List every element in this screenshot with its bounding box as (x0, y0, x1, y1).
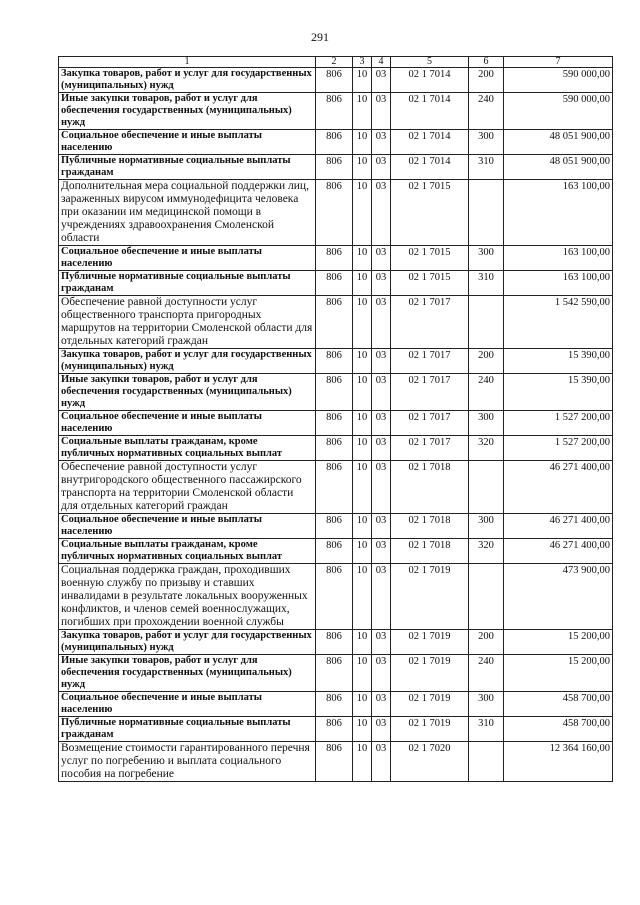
row-amount: 48 051 900,00 (504, 155, 613, 180)
row-amount: 46 271 400,00 (504, 514, 613, 539)
row-name: Обеспечение равной доступности услуг внутригородского общественного пассажирского транспорта на территории Смоленской области для отдельных категорий граждан (59, 461, 316, 514)
row-code-subsection: 03 (372, 296, 391, 349)
column-header: 4 (372, 57, 391, 68)
row-amount: 163 100,00 (504, 271, 613, 296)
row-code-expense-type (469, 180, 504, 246)
row-code-section: 10 (353, 349, 372, 374)
row-code-admin: 806 (316, 655, 353, 692)
row-amount: 1 527 200,00 (504, 436, 613, 461)
table-row (59, 68, 613, 93)
row-amount: 590 000,00 (504, 68, 613, 93)
row-code-admin: 806 (316, 717, 353, 742)
row-code-expense-type: 200 (469, 68, 504, 93)
row-code-target: 02 1 7015 (391, 271, 469, 296)
row-code-section: 10 (353, 514, 372, 539)
row-amount: 12 364 160,00 (504, 742, 613, 782)
row-code-expense-type: 320 (469, 539, 504, 564)
row-code-subsection: 03 (372, 630, 391, 655)
row-amount: 458 700,00 (504, 717, 613, 742)
row-name: Иные закупки товаров, работ и услуг для обеспечения государственных (муниципальных) нужд (59, 655, 316, 692)
row-code-subsection: 03 (372, 514, 391, 539)
row-code-subsection: 03 (372, 271, 391, 296)
table-row (59, 461, 613, 514)
row-code-subsection: 03 (372, 539, 391, 564)
table-header-row (59, 57, 613, 68)
row-name: Закупка товаров, работ и услуг для государственных (муниципальных) нужд (59, 68, 316, 93)
row-code-target: 02 1 7018 (391, 461, 469, 514)
row-code-section: 10 (353, 411, 372, 436)
row-code-section: 10 (353, 742, 372, 782)
row-code-admin: 806 (316, 461, 353, 514)
row-amount: 590 000,00 (504, 93, 613, 130)
row-code-target: 02 1 7019 (391, 564, 469, 630)
row-code-section: 10 (353, 155, 372, 180)
row-code-target: 02 1 7019 (391, 655, 469, 692)
row-code-subsection: 03 (372, 692, 391, 717)
row-code-admin: 806 (316, 155, 353, 180)
row-code-section: 10 (353, 461, 372, 514)
table-row (59, 564, 613, 630)
row-amount: 15 390,00 (504, 349, 613, 374)
row-code-admin: 806 (316, 630, 353, 655)
row-name: Социальное обеспечение и иные выплаты населению (59, 692, 316, 717)
row-code-expense-type: 310 (469, 271, 504, 296)
row-code-admin: 806 (316, 374, 353, 411)
row-code-admin: 806 (316, 742, 353, 782)
row-code-target: 02 1 7017 (391, 436, 469, 461)
table-row (59, 411, 613, 436)
row-code-admin: 806 (316, 180, 353, 246)
row-code-expense-type: 320 (469, 436, 504, 461)
row-code-section: 10 (353, 296, 372, 349)
row-name: Социальные выплаты гражданам, кроме публичных нормативных социальных выплат (59, 539, 316, 564)
table-row (59, 349, 613, 374)
row-code-target: 02 1 7018 (391, 514, 469, 539)
row-code-admin: 806 (316, 514, 353, 539)
row-code-target: 02 1 7020 (391, 742, 469, 782)
row-code-admin: 806 (316, 436, 353, 461)
row-code-subsection: 03 (372, 742, 391, 782)
row-name: Публичные нормативные социальные выплаты гражданам (59, 271, 316, 296)
row-name: Социальные выплаты гражданам, кроме публичных нормативных социальных выплат (59, 436, 316, 461)
row-code-target: 02 1 7014 (391, 130, 469, 155)
row-code-subsection: 03 (372, 564, 391, 630)
column-header: 5 (391, 57, 469, 68)
row-amount: 15 200,00 (504, 655, 613, 692)
row-code-expense-type: 300 (469, 411, 504, 436)
table-row (59, 514, 613, 539)
row-code-section: 10 (353, 539, 372, 564)
row-code-subsection: 03 (372, 655, 391, 692)
table-row (59, 296, 613, 349)
row-code-subsection: 03 (372, 68, 391, 93)
row-code-admin: 806 (316, 296, 353, 349)
table-row (59, 271, 613, 296)
row-code-section: 10 (353, 374, 372, 411)
row-code-expense-type (469, 564, 504, 630)
row-code-section: 10 (353, 630, 372, 655)
row-code-target: 02 1 7017 (391, 349, 469, 374)
row-code-expense-type: 300 (469, 692, 504, 717)
row-name: Социальное обеспечение и иные выплаты населению (59, 514, 316, 539)
row-code-section: 10 (353, 692, 372, 717)
row-code-target: 02 1 7018 (391, 539, 469, 564)
row-name: Иные закупки товаров, работ и услуг для обеспечения государственных (муниципальных) нужд (59, 93, 316, 130)
row-code-section: 10 (353, 655, 372, 692)
column-header: 7 (504, 57, 613, 68)
row-amount: 46 271 400,00 (504, 461, 613, 514)
row-code-target: 02 1 7017 (391, 374, 469, 411)
row-code-admin: 806 (316, 564, 353, 630)
row-name: Дополнительная мера социальной поддержки лиц, зараженных вирусом иммунодефицита человека при оказании им медицинской помощи в учреждениях здравоохранения Смоленской области (59, 180, 316, 246)
column-header: 2 (316, 57, 353, 68)
row-code-section: 10 (353, 271, 372, 296)
row-code-subsection: 03 (372, 374, 391, 411)
table-body (59, 68, 613, 782)
row-code-expense-type: 300 (469, 246, 504, 271)
row-code-admin: 806 (316, 411, 353, 436)
row-code-subsection: 03 (372, 130, 391, 155)
row-code-target: 02 1 7014 (391, 93, 469, 130)
row-amount: 473 900,00 (504, 564, 613, 630)
row-code-subsection: 03 (372, 155, 391, 180)
row-code-target: 02 1 7017 (391, 296, 469, 349)
row-code-subsection: 03 (372, 180, 391, 246)
row-code-target: 02 1 7015 (391, 180, 469, 246)
table-row (59, 742, 613, 782)
table-row (59, 93, 613, 130)
row-code-admin: 806 (316, 539, 353, 564)
row-code-expense-type: 200 (469, 349, 504, 374)
table-row (59, 436, 613, 461)
row-code-section: 10 (353, 180, 372, 246)
row-amount: 1 527 200,00 (504, 411, 613, 436)
column-header: 3 (353, 57, 372, 68)
table-row (59, 180, 613, 246)
row-amount: 15 390,00 (504, 374, 613, 411)
row-code-expense-type: 240 (469, 655, 504, 692)
row-code-target: 02 1 7017 (391, 411, 469, 436)
row-amount: 15 200,00 (504, 630, 613, 655)
row-code-admin: 806 (316, 93, 353, 130)
table-row (59, 655, 613, 692)
row-name: Публичные нормативные социальные выплаты гражданам (59, 717, 316, 742)
row-code-subsection: 03 (372, 717, 391, 742)
row-code-section: 10 (353, 68, 372, 93)
table-row (59, 539, 613, 564)
row-code-target: 02 1 7014 (391, 68, 469, 93)
row-name: Закупка товаров, работ и услуг для государственных (муниципальных) нужд (59, 349, 316, 374)
row-code-admin: 806 (316, 246, 353, 271)
row-code-subsection: 03 (372, 246, 391, 271)
row-amount: 46 271 400,00 (504, 539, 613, 564)
row-code-section: 10 (353, 130, 372, 155)
row-code-section: 10 (353, 564, 372, 630)
row-code-subsection: 03 (372, 461, 391, 514)
row-code-expense-type (469, 296, 504, 349)
row-amount: 458 700,00 (504, 692, 613, 717)
row-code-expense-type (469, 742, 504, 782)
row-amount: 163 100,00 (504, 246, 613, 271)
column-header: 6 (469, 57, 504, 68)
row-code-expense-type: 310 (469, 155, 504, 180)
table-row (59, 717, 613, 742)
row-name: Обеспечение равной доступности услуг общественного транспорта пригородных маршрутов на территории Смоленской области для отдельных категорий граждан (59, 296, 316, 349)
row-code-section: 10 (353, 246, 372, 271)
row-code-subsection: 03 (372, 349, 391, 374)
row-code-admin: 806 (316, 68, 353, 93)
row-code-target: 02 1 7019 (391, 630, 469, 655)
table-row (59, 630, 613, 655)
row-code-section: 10 (353, 436, 372, 461)
row-code-admin: 806 (316, 271, 353, 296)
table-row (59, 155, 613, 180)
row-code-section: 10 (353, 717, 372, 742)
row-code-expense-type (469, 461, 504, 514)
row-code-expense-type: 240 (469, 93, 504, 130)
row-code-subsection: 03 (372, 411, 391, 436)
row-amount: 163 100,00 (504, 180, 613, 246)
row-code-admin: 806 (316, 130, 353, 155)
row-name: Возмещение стоимости гарантированного перечня услуг по погребению и выплата социального пособия на погребение (59, 742, 316, 782)
budget-table (58, 56, 613, 782)
row-code-expense-type: 200 (469, 630, 504, 655)
row-code-expense-type: 240 (469, 374, 504, 411)
row-code-subsection: 03 (372, 93, 391, 130)
row-code-admin: 806 (316, 349, 353, 374)
row-code-target: 02 1 7015 (391, 246, 469, 271)
row-name: Социальное обеспечение и иные выплаты населению (59, 411, 316, 436)
row-name: Социальное обеспечение и иные выплаты населению (59, 130, 316, 155)
table-row (59, 692, 613, 717)
table-row (59, 374, 613, 411)
row-code-target: 02 1 7019 (391, 717, 469, 742)
row-amount: 1 542 590,00 (504, 296, 613, 349)
table-row (59, 130, 613, 155)
row-code-expense-type: 310 (469, 717, 504, 742)
column-header: 1 (59, 57, 316, 68)
row-name: Иные закупки товаров, работ и услуг для обеспечения государственных (муниципальных) нужд (59, 374, 316, 411)
row-code-expense-type: 300 (469, 514, 504, 539)
row-code-target: 02 1 7014 (391, 155, 469, 180)
row-name: Публичные нормативные социальные выплаты гражданам (59, 155, 316, 180)
row-code-subsection: 03 (372, 436, 391, 461)
table-row (59, 246, 613, 271)
row-code-expense-type: 300 (469, 130, 504, 155)
row-amount: 48 051 900,00 (504, 130, 613, 155)
row-code-target: 02 1 7019 (391, 692, 469, 717)
row-name: Социальная поддержка граждан, проходивших военную службу по призыву и ставших инвалидами в результате локальных вооруженных конфликтов, и членов семей военнослужащих, погибших при прохождении военной службы (59, 564, 316, 630)
row-code-section: 10 (353, 93, 372, 130)
row-name: Социальное обеспечение и иные выплаты населению (59, 246, 316, 271)
page-number: 291 (311, 30, 329, 44)
row-code-admin: 806 (316, 692, 353, 717)
row-name: Закупка товаров, работ и услуг для государственных (муниципальных) нужд (59, 630, 316, 655)
